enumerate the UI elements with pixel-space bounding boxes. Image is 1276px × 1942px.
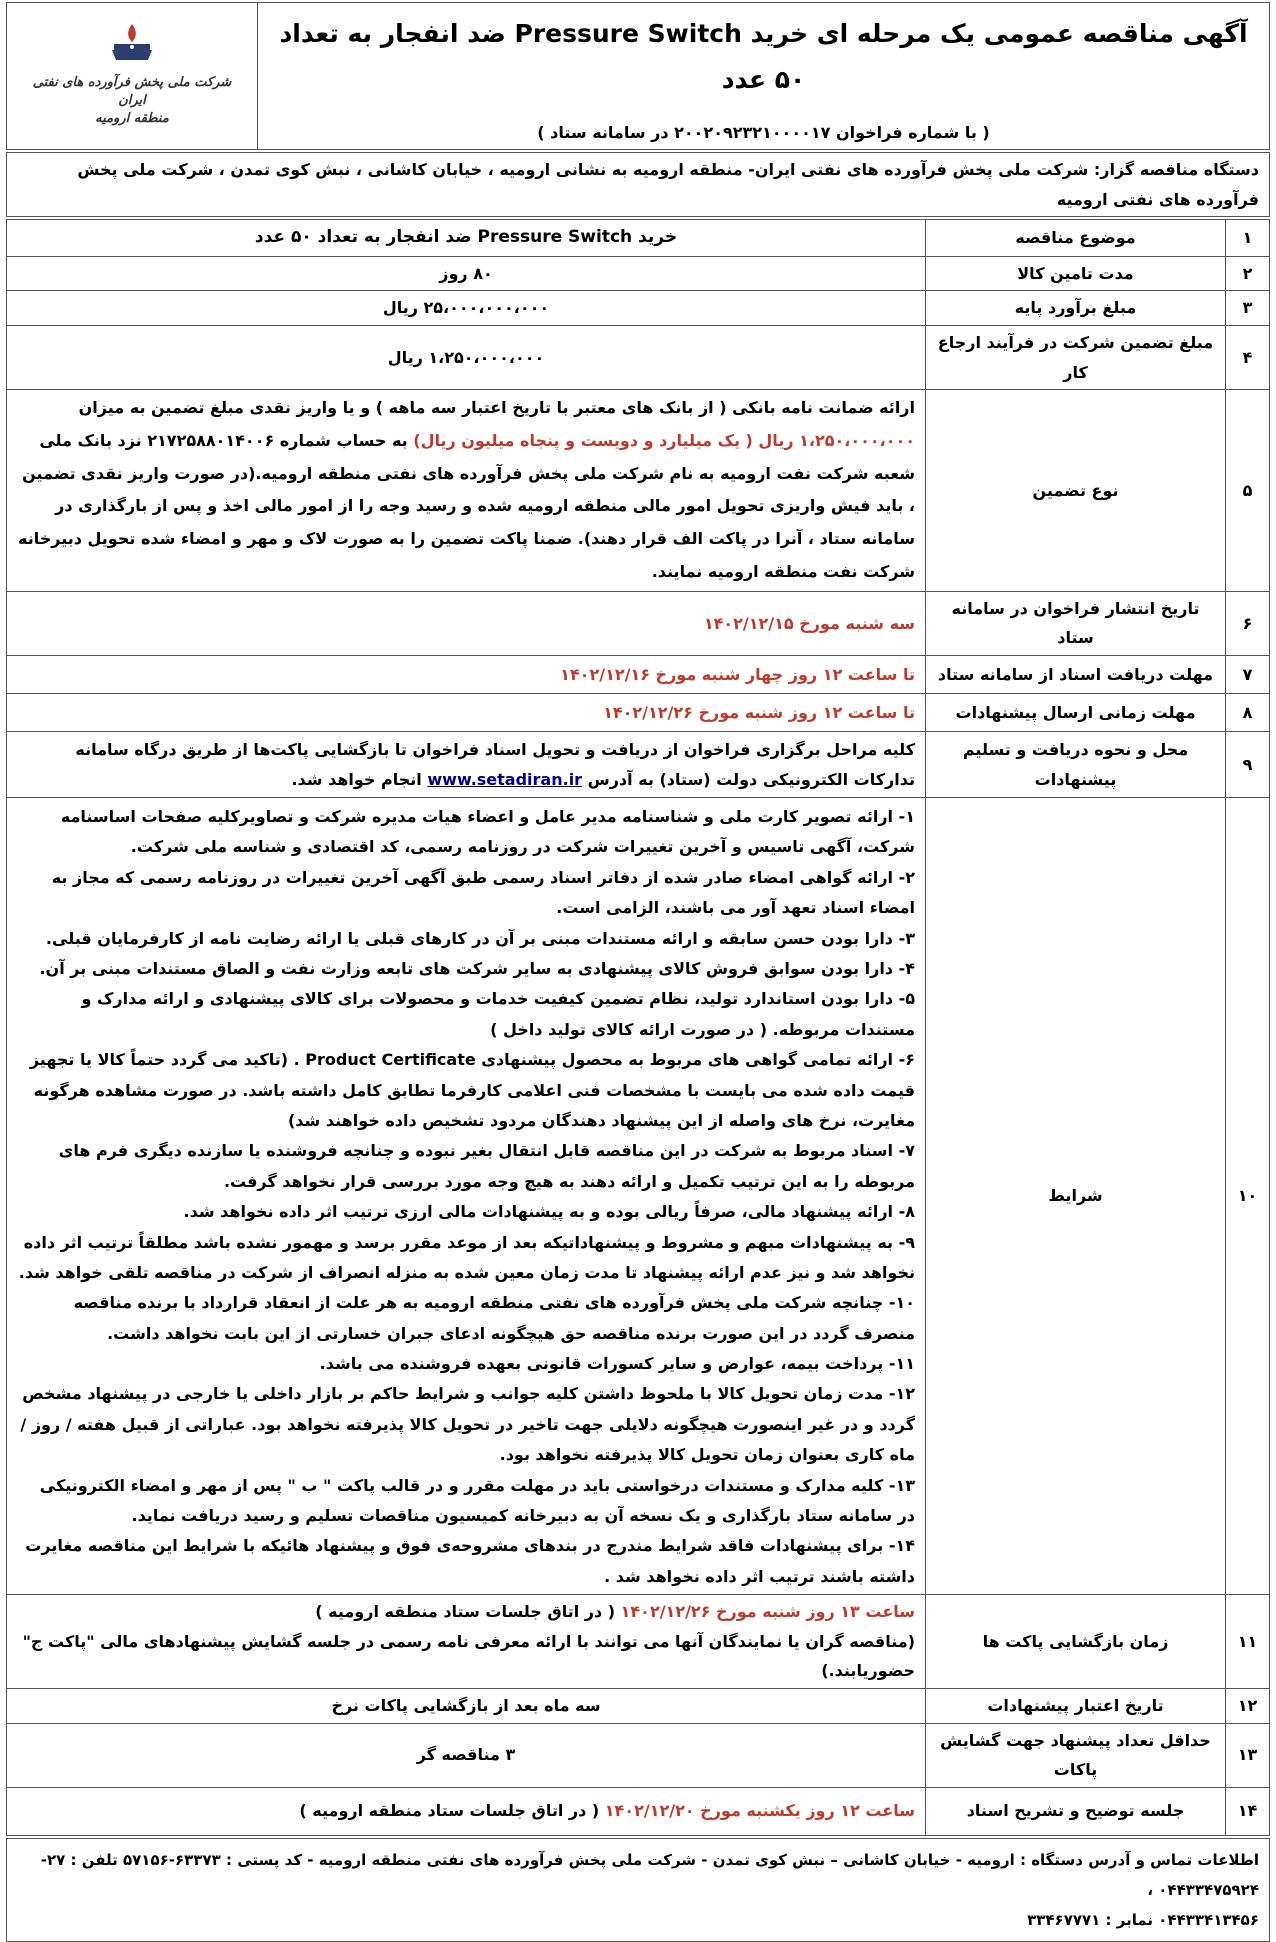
company-logo	[32, 20, 232, 128]
table-row	[7, 390, 1270, 592]
row-value: ۲۵،۰۰۰،۰۰۰،۰۰۰ ریال	[7, 291, 926, 326]
row-number: ۱۴	[1226, 1787, 1270, 1835]
submission-method-text	[7, 732, 926, 798]
header-table	[6, 2, 1270, 150]
row-value: سه ماه بعد از بازگشایی پاکات نرخ	[7, 1689, 926, 1724]
row-label: حداقل تعداد پیشنهاد جهت گشایش پاکات	[926, 1723, 1226, 1787]
guarantee-text-b: به حساب شماره ۲۱۷۲۵۸۸۰۱۴۰۰۶ نزد بانک ملی شعبه شرکت نفت ارومیه به نام شرکت ملی پخش فرآورده های نفتی منطقه ارومیه.(در صورت واریز نقدی تضمین ، باید فیش واریزی تحویل امور مالی منطقه ارومیه شده و رسید وجه را از امور مالی اخذ و پس از بارگذاری در سامانه ستاد ، آنرا در پاکت الف قرار دهند). ضمنا پاکت تضمین را به صورت لاک و مهر و امضاء شده تحویل دبیرخانه شرکت نفت منطقه ارومیه نمایند.	[17, 430, 915, 582]
condition-item: ۵- دارا بودن استاندارد تولید، نظام تضمین کیفیت خدمات و محصولات برای کالای پیشنهادی و ارائه مدارک و مستندات مربوطه. ( در صورت ارائه کالای تولید داخل )	[81, 989, 915, 1039]
table-row	[7, 732, 1270, 798]
table-row	[7, 1723, 1270, 1787]
organizer-text: دستگاه مناقصه گزار: شرکت ملی پخش فرآورده های نفتی ایران- منطقه ارومیه به نشانی ارومیه ، خیابان کاشانی ، نبش کوی تمدن ، شرکت ملی پخش فرآورده های نفتی ارومیه	[7, 153, 1270, 217]
table-row	[7, 798, 1270, 1595]
row-value: تا ساعت ۱۲ روز شنبه مورخ ۱۴۰۲/۱۲/۲۶	[7, 694, 926, 732]
opening-time-red: ساعت ۱۳ روز شنبه مورخ ۱۴۰۲/۱۲/۲۶	[620, 1602, 915, 1622]
logo-company-name: شرکت ملی پخش فرآورده های نفتی ایران	[32, 74, 232, 109]
logo-cell	[7, 3, 258, 150]
table-row	[7, 291, 1270, 326]
opening-note: (مناقصه گران یا نمایندگان آنها می توانند با ارائه معرفی نامه رسمی در جلسه گشایش پیشنهادهای مالی "پاکت ج" حضوریابند.)	[22, 1631, 915, 1681]
condition-item: ۶- ارائه تمامی گواهی های مربوط به محصول پیشنهادی Product Certificate . (تاکید می گردد حتماً کالا یا تجهیز قیمت داده شده می بایست با مشخصات فنی اعلامی کارفرما تطابق کامل داشته باشد. در صورت مشاهده هرگونه مغایرت، نرخ های واصله از این پیشنهاد دهندگان مردود تشخیص داده خواهند شد)	[29, 1050, 915, 1130]
row-number: ۵	[1226, 390, 1270, 592]
condition-item: ۱- ارائه تصویر کارت ملی و شناسنامه مدیر عامل و اعضاء هیات مدیره شرکت و تصاویرکلیه صفحات اساسنامه شرکت، آگهی تاسیس و آخرین تغییرات شرکت در روزنامه رسمی، کد اقتصادی و شناسه ملی شرکت.	[60, 807, 915, 857]
page-subtitle: ( با شماره فراخوان ۲۰۰۲۰۹۲۳۲۱۰۰۰۰۱۷ در سامانه ستاد )	[537, 122, 990, 142]
row-label: موضوع مناقصه	[926, 220, 1226, 256]
condition-item: ۱۳- کلیه مدارک و مستندات درخواستی باید در مهلت مقرر و در قالب پاکت " ب " پس از مهر و امضاء الکترونیکی در سامانه ستاد بارگذاری و یک نسخه آن به دبیرخانه کمیسیون مناقصات تسلیم و رسید دریافت نماید.	[39, 1475, 915, 1526]
row-number: ۴	[1226, 325, 1270, 389]
table-row	[7, 325, 1270, 389]
row-label: نوع تضمین	[926, 390, 1226, 592]
tender-details-table	[6, 219, 1270, 1836]
row-number: ۶	[1226, 591, 1270, 655]
row-number: ۱	[1226, 220, 1270, 256]
condition-item: ۱۴- برای پیشنهادات فاقد شرایط مندرج در بندهای مشروحه‌ی فوق و پیشنهاد هائیکه با شرایط این مناقصه مغایرت داشته باشند ترتیب اثر داده نخواهد شد .	[25, 1536, 915, 1586]
notice-frame	[6, 2, 1270, 1942]
table-row	[7, 1595, 1270, 1689]
table-row	[7, 591, 1270, 655]
condition-item: ۹- به پیشنهادات مبهم و مشروط و پیشنهاداتیکه بعد از موعد مقرر برسد و مهمور نشده باشد مطلقاً ترتیب اثر داده نخواهد شد و نیز عدم ارائه پیشنهاد تا مدت زمان معین شده به منزله انصراف از شرکت در مناقصه تلقی خواهد شد.	[18, 1232, 915, 1282]
submission-text-b: انجام خواهد شد.	[291, 769, 422, 789]
row-label: جلسه توضیح و تشریح اسناد	[926, 1787, 1226, 1835]
contact-info	[7, 1838, 1270, 1941]
row-number: ۱۰	[1226, 798, 1270, 1595]
opening-location: ( در اتاق جلسات ستاد منطقه ارومیه )	[315, 1602, 616, 1622]
setadiran-link[interactable]: www.setadiran.ir	[427, 769, 583, 789]
condition-item: ۱۱- پرداخت بیمه، عوارض و سایر کسورات قانونی بعهده فروشنده می باشد.	[319, 1354, 915, 1374]
row-number: ۷	[1226, 656, 1270, 694]
opening-time-text	[7, 1595, 926, 1689]
condition-item: ۸- ارائه پیشنهاد مالی، صرفاً ریالی بوده و به پیشنهادات مالی ارزی ترتیب اثر داده نخواهد شد.	[183, 1202, 915, 1222]
row-value: تا ساعت ۱۲ روز چهار شنبه مورخ ۱۴۰۲/۱۲/۱۶	[7, 656, 926, 694]
row-number: ۹	[1226, 732, 1270, 798]
conditions-list	[7, 798, 926, 1595]
row-number: ۱۲	[1226, 1689, 1270, 1724]
row-number: ۸	[1226, 694, 1270, 732]
row-label: مهلت دریافت اسناد از سامانه ستاد	[926, 656, 1226, 694]
row-label: مبلغ تضمین شرکت در فرآیند ارجاع کار	[926, 325, 1226, 389]
condition-item: ۱۲- مدت زمان تحویل کالا با ملحوظ داشتن کلیه جوانب و شرایط حاکم بر بازار داخلی یا خارجی در پیشنهاد مشخص گردد و در غیر اینصورت هیچگونه دلایلی جهت تاخیر در تحویل کالا پذیرفته نخواهد بود. عباراتی از قبیل هفته / روز / ماه کاری بعنوان زمان تحویل کالا پذیرفته نخواهد بود.	[20, 1384, 915, 1465]
guarantee-amount: ۱،۲۵۰،۰۰۰،۰۰۰ ریال ( یک میلیارد و دویست و پنجاه میلیون ریال)	[413, 430, 915, 450]
logo-region: منطقه ارومیه	[95, 111, 169, 127]
title-cell	[258, 3, 1270, 150]
condition-item: ۷- اسناد مربوط به شرکت در این مناقصه قابل انتقال بغیر نبوده و چنانچه فروشنده یا سازنده دیگری فرم های مربوطه را به این ترتیب تکمیل و ارائه دهند به هیچ وجه مورد بررسی قرار نخواهد گرفت.	[58, 1141, 915, 1191]
condition-item: ۲- ارائه گواهی امضاء صادر شده از دفاتر اسناد رسمی طبق آگهی آخرین تغییرات در روزنامه رسمی که مجاز به امضاء اسناد تعهد آور می باشند، الزامی است.	[51, 867, 915, 918]
footer-table	[6, 1838, 1270, 1942]
row-label: محل و نحوه دریافت و تسلیم پیشنهادات	[926, 732, 1226, 798]
table-row	[7, 1787, 1270, 1835]
flame-logo-icon	[102, 20, 162, 64]
row-label: مهلت زمانی ارسال پیشنهادات	[926, 694, 1226, 732]
guarantee-text-a: ارائه ضمانت نامه بانکی ( از بانک های معتبر با تاریخ اعتبار سه ماهه ) و یا واریز نقدی مبلغ تضمین به میزان	[78, 398, 915, 418]
condition-item: ۴- دارا بودن سوابق فروش کالای پیشنهادی به سایر شرکت های تابعه وزارت نفت و الصاق مستندات مبنی بر آن.	[39, 959, 915, 979]
row-number: ۳	[1226, 291, 1270, 326]
submission-text-a: کلیه مراحل برگزاری فراخوان از دریافت و تحویل اسناد فراخوان تا بازگشایی پاکت‌ها از طریق درگاه سامانه تدارکات الکترونیکی دولت (ستاد) به آدرس	[75, 739, 915, 789]
condition-item: ۳- دارا بودن حسن سابقه و ارائه مستندات مبنی بر آن در کارهای قبلی یا ارائه رضایت نامه از کارفرمایان قبلی.	[45, 928, 915, 948]
row-label: زمان بازگشایی پاکت ها	[926, 1595, 1226, 1689]
row-label: تاریخ اعتبار پیشنهادات	[926, 1689, 1226, 1724]
row-value: ۳ مناقصه گر	[7, 1723, 926, 1787]
table-row	[7, 694, 1270, 732]
row-label: مدت تامین کالا	[926, 256, 1226, 291]
row-label: مبلغ برآورد پایه	[926, 291, 1226, 326]
row-value: ۸۰ روز	[7, 256, 926, 291]
table-row	[7, 656, 1270, 694]
contact-line-1: اطلاعات تماس و آدرس دستگاه : ارومیه - خیابان کاشانی – نبش کوی تمدن - شرکت ملی پخش فرآورده های نفتی منطقه ارومیه - کد پستی : ۶۳۳۷۳-۵۷۱۵۶ تلفن : ۲۷- ۰۴۴۳۳۴۷۵۹۲۴ ،	[40, 1850, 1259, 1899]
row-label: تاریخ انتشار فراخوان در سامانه ستاد	[926, 591, 1226, 655]
table-row	[7, 220, 1270, 256]
briefing-session-text	[7, 1787, 926, 1835]
contact-line-2: ۰۴۴۳۳۴۱۳۴۵۶ نمابر : ۳۳۴۶۷۷۷۱	[1027, 1910, 1259, 1929]
row-number: ۲	[1226, 256, 1270, 291]
table-row	[7, 1689, 1270, 1724]
row-value: خرید Pressure Switch ضد انفجار به تعداد ۵۰ عدد	[7, 220, 926, 256]
row-number: ۱۳	[1226, 1723, 1270, 1787]
condition-item: ۱۰- چنانچه شرکت ملی پخش فرآورده های نفتی منطقه ارومیه به هر علت از انعقاد قرارداد با برنده مناقصه منصرف گردد در این صورت برنده مناقصه حق هیچگونه ادعای جبران خسارتی از این بابت نخواهد داشت.	[73, 1293, 915, 1343]
briefing-location: ( در اتاق جلسات ستاد منطقه ارومیه )	[299, 1801, 600, 1821]
page-title: آگهی مناقصه عمومی یک مرحله ای خرید Pressure Switch ضد انفجار به تعداد ۵۰ عدد	[279, 19, 1248, 95]
table-row	[7, 256, 1270, 291]
row-value: ۱،۲۵۰،۰۰۰،۰۰۰ ریال	[7, 325, 926, 389]
briefing-time-red: ساعت ۱۲ روز یکشنبه مورخ ۱۴۰۲/۱۲/۲۰	[604, 1801, 915, 1821]
row-number: ۱۱	[1226, 1595, 1270, 1689]
guarantee-type-text	[7, 390, 926, 592]
organizer-table	[6, 152, 1270, 217]
row-label: شرایط	[926, 798, 1226, 1595]
row-value: سه شنبه مورخ ۱۴۰۲/۱۲/۱۵	[7, 591, 926, 655]
